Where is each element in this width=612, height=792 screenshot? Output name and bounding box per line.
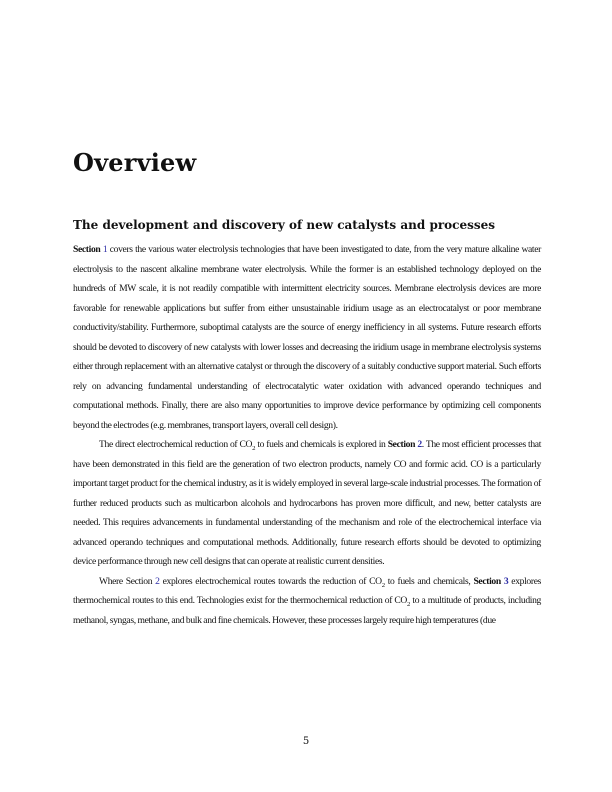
section-2-link[interactable]: 2 [417, 439, 422, 450]
section-label: Section [473, 575, 501, 587]
paragraph-1 [73, 240, 541, 435]
subscript: 2 [252, 444, 256, 452]
paragraph-3-mid3: explores thermochemical routes to this end. Technologies exist for the thermochemical reduction of CO [73, 575, 541, 606]
paragraph-2-lead: The direct electrochemical reduction of CO [99, 439, 253, 450]
page-number: 5 [302, 736, 310, 747]
section-label: Section [387, 439, 416, 450]
paragraph-3 [73, 572, 541, 631]
body-text [73, 240, 541, 630]
section-label: Section [73, 244, 101, 255]
subscript: 2 [407, 600, 411, 608]
paragraph-3-lead: Where Section [99, 575, 153, 587]
paragraph-3-mid2: to fuels and chemicals, [387, 575, 471, 587]
paragraph-1-text: covers the various water electrolysis technologies that have been investigated to date, from the very mature alkaline water electrolysis to the nascent alkaline membrane water electrolysis. While the former is an established technology deployed on the hundreds of MW scale, it is not readily compatible with intermittent electricity sources. Membrane electrolysis devices are more favorable for renewable applications but suffer from either unsustainable iridium usage as an electrocatalyst or poor membrane conductivity/stability. Furthermore, suboptimal catalysts are the source of energy inefficiency in all systems. Future research efforts should be devoted to discovery of new catalysts with lower losses and decreasing the iridium usage in membrane electrolysis systems either through replacement with an alternative catalyst or through the discovery of a suitably conductive support material. Such efforts rely on advancing fundamental understanding of electrocatalytic water oxidation with advanced operando techniques and computational methods. Finally, there are also many opportunities to improve device performance by optimizing cell components beyond the electrodes (e.g. membranes, transport layers, overall cell design). [73, 244, 542, 431]
paragraph-3-tail: to a multitude of products, including methanol, syngas, methane, and bulk and fine chemicals. However, these processes largely require high temperatures (due [73, 595, 541, 626]
section-2-ref-link[interactable]: 2 [155, 575, 160, 587]
paragraph-2-mid: to fuels and chemicals is explored in [257, 439, 386, 450]
subscript: 2 [381, 581, 385, 589]
paragraph-2-text: . The most efficient processes that have been demonstrated in this field are the generation of two electron products, namely CO and formic acid. CO is a particularly important target product for the chemical industry, as it is widely employed in several large-scale industrial processes. The formation of further reduced products such as multicarbon alcohols and hydrocarbons has proven more difficult, and new, better catalysts are needed. This requires advancements in fundamental understanding of the mechanism and role of the electrochemical interface via advanced operando techniques and computational methods. Additionally, future research efforts should be devoted to optimizing device performance through new cell designs that can operate at realistic current densities. [73, 439, 542, 567]
section-3-link[interactable]: 3 [503, 575, 509, 587]
section-1-link[interactable]: 1 [102, 244, 108, 255]
page-title: Overview [73, 148, 197, 177]
paragraph-3-mid1: explores electrochemical routes towards the reduction of CO [162, 575, 382, 587]
paragraph-2 [73, 435, 541, 572]
section-subheading: The development and discovery of new catalysts and processes [73, 218, 495, 232]
